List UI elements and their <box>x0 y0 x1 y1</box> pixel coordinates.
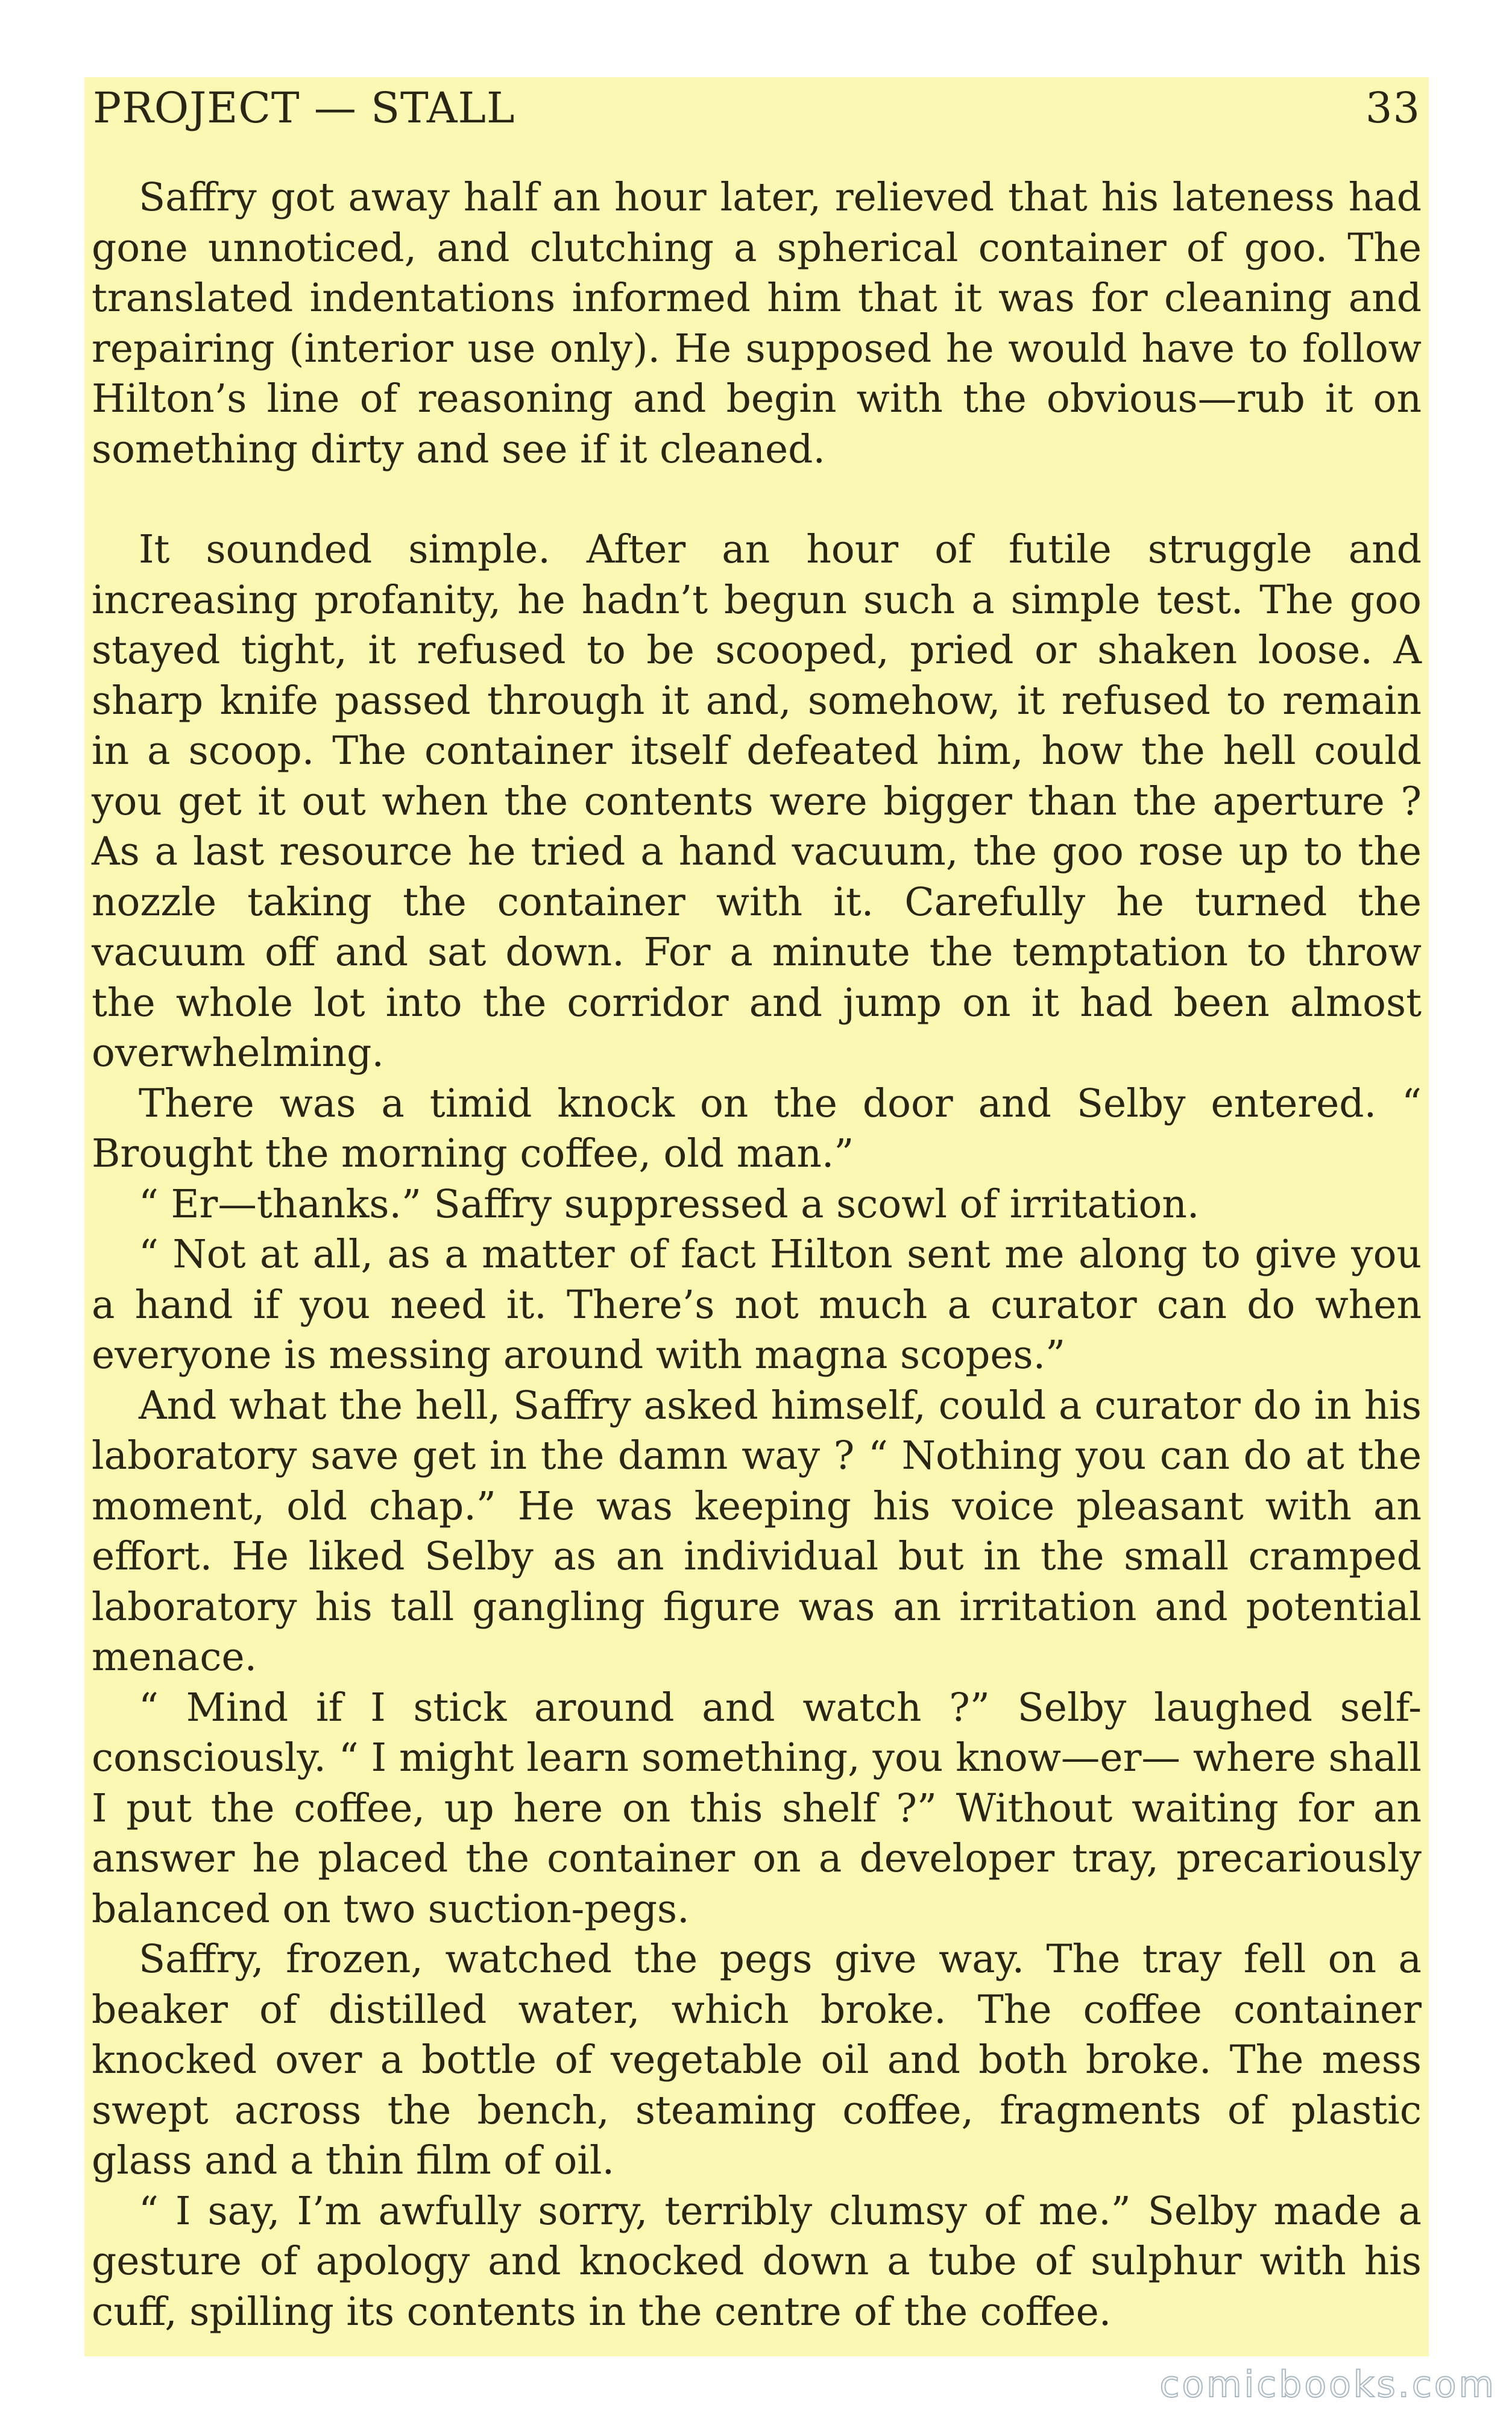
paragraph-6: And what the hell, Saffry asked himself, could a curator do in his laboratory save get in the damn way ? “ Nothing you can do at the moment, old chap.” He was keeping his voice pleasant with an effort. He liked Selby as an individual but in the small cramped laboratory his tall gangling figure was an irritation and potential menace. <box>92 1383 1422 1680</box>
paragraph-5: “ Not at all, as a matter of fact Hilton sent me along to give you a hand if you need it. There’s not much a curator can do when everyone is messing around with magna scopes.” <box>92 1232 1422 1378</box>
watermark-text: comicbooks.com <box>1159 2364 1496 2406</box>
paragraph-9: “ I say, I’m awfully sorry, terribly clumsy of me.” Selby made a gesture of apology and knocked down a tube of sulphur with his cuff, spilling its contents in the centre of the coffee. <box>92 2188 1422 2335</box>
page-number: 33 <box>1365 83 1420 133</box>
paragraph-3: There was a timid knock on the door and Selby entered. “ Brought the morning coffee, old man.” <box>92 1080 1422 1176</box>
book-page <box>84 77 1429 2356</box>
paragraph-8: Saffry, frozen, watched the pegs give way. The tray fell on a beaker of distilled water, which broke. The coffee container knocked over a bottle of vegetable oil and both broke. The mess swept across the bench, steaming coffee, fragments of plastic glass and a thin film of oil. <box>92 1937 1422 2183</box>
paragraph-2: It sounded simple. After an hour of futile struggle and increasing profanity, he hadn’t begun such a simple test. The goo stayed tight, it refused to be scooped, pried or shaken loose. A sharp knife passed through it and, somehow, it refused to remain in a scoop. The container itself defeated him, how the hell could you get it out when the contents were bigger than the aperture ? As a last resource he tried a hand vacuum, the goo rose up to the nozzle taking the container with it. Carefully he turned the vacuum off and sat down. For a minute the temptation to throw the whole lot into the corridor and jump on it had been almost overwhelming. <box>92 527 1422 1076</box>
paragraph-1: Saffry got away half an hour later, relieved that his lateness had gone unnoticed, and clutching a spherical container of goo. The translated indentations informed him that it was for cleaning and repairing (interior use only). He supposed he would have to follow Hilton’s line of reasoning and begin with the obvious—rub it on something dirty and see if it cleaned. <box>92 175 1422 472</box>
body-text <box>92 172 1422 2337</box>
running-title: PROJECT — STALL <box>93 83 515 133</box>
paragraph-4: “ Er—thanks.” Saffry suppressed a scowl of irritation. <box>139 1181 1200 1227</box>
page-header <box>93 83 1420 144</box>
paragraph-7: “ Mind if I stick around and watch ?” Selby laughed self-consciously. “ I might learn something, you know—er— where shall I put the coffee, up here on this shelf ?” Without waiting for an answer he placed the container on a developer tray, precariously balanced on two suction-pegs. <box>92 1685 1422 1932</box>
